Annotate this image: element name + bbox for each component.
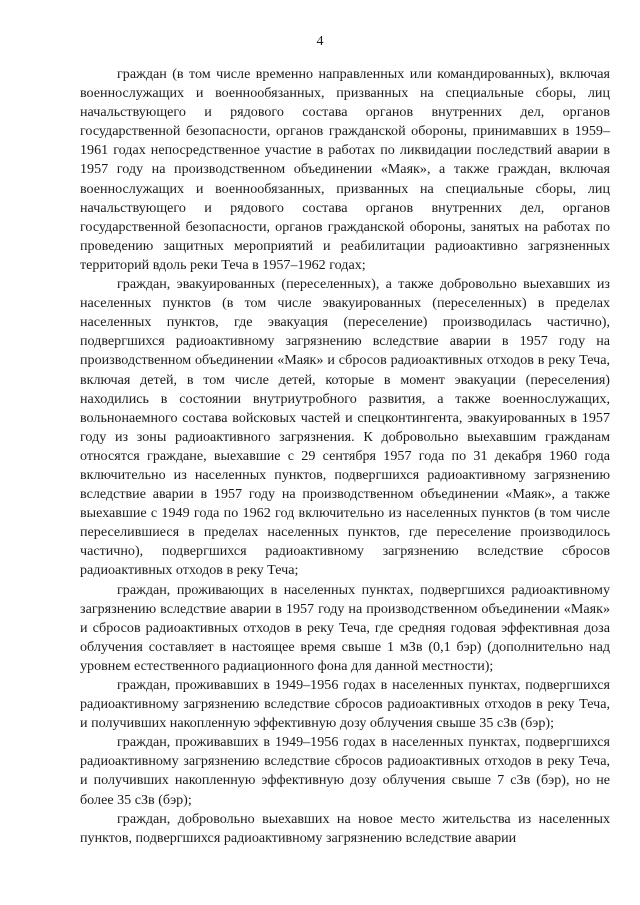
paragraph-evacuated: граждан, эвакуированных (переселенных), а также добровольно выехавших из населенных пунктов (в том числе эвакуированных (переселенных) в пределах населенных пунктов, где эвакуация (переселение) производилась частично), подвергшихся радиоактивному загрязнению вследствие аварии в 1957 году на производственном объединении «Маяк» и сбросов радиоактивных отходов в реку Теча, включая детей, в том числе детей, которые в момент эвакуации (переселения) находились в состоянии внутриутробного развития, а также военнослужащих, вольнонаемного состава войсковых частей и спецконтингента, эвакуированных в 1957 году из зоны радиоактивного загрязнения. К добровольно выехавшим гражданам относятся граждане, выехавшие с 29 сентября 1957 года по 31 декабря 1960 года включительно из населенных пунктов, подвергшихся радиоактивному загрязнению вследствие аварии в 1957 году на производственном объединении «Маяк», а также выехавшие с 1949 года по 1962 год включительно из населенных пунктов (в том числе переселившиеся в пределах населенных пунктов, где переселение производилось частично), подвергшихся радиоактивному загрязнению вследствие сбросов радиоактивных отходов в реку Теча; (80, 276, 610, 579)
paragraph-dose-over-35: граждан, проживавших в 1949–1956 годах в населенных пунктах, подвергшихся радиоактивному загрязнению вследствие сбросов радиоактивных отходов в реку Теча, и получивших накопленную эффективную дозу облучения свыше 35 сЗв (бэр); (80, 677, 610, 732)
paragraph-dose-7-to-35: граждан, проживавших в 1949–1956 годах в населенных пунктах, подвергшихся радиоактивному загрязнению вследствие сбросов радиоактивных отходов в реку Теча, и получивших накопленную эффективную дозу облучения свыше 7 сЗв (бэр), но не более 35 сЗв (бэр); (80, 734, 610, 808)
document-body (80, 65, 610, 848)
page-number: 4 (316, 34, 324, 49)
paragraph-liquidators: граждан (в том числе временно направленных или командированных), включая военнослужащих и военнообязанных, призванных на специальные сборы, лиц начальствующего и рядового состава органов внутренних дел, органов государственной безопасности, органов гражданской обороны, принимавших в 1959–1961 годах непосредственное участие в работах по ликвидации последствий аварии в 1957 году на производственном объединении «Маяк», а также граждан, включая военнослужащих и военнообязанных, призванных на специальные сборы, лиц начальствующего и рядового состава органов внутренних дел, органов государственной безопасности, органов гражданской обороны, занятых на работах по проведению защитных мероприятий и реабилитации радиоактивно загрязненных территорий вдоль реки Теча в 1957–1962 годах; (80, 66, 610, 273)
paragraph-voluntarily-moved: граждан, добровольно выехавших на новое место жительства из населенных пунктов, подвергшихся радиоактивному загрязнению вследствие аварии (80, 810, 610, 846)
paragraph-residents: граждан, проживающих в населенных пунктах, подвергшихся радиоактивному загрязнению вследствие аварии в 1957 году на производственном объединении «Маяк» и сбросов радиоактивных отходов в реку Теча, где средняя годовая эффективная доза облучения составляет в настоящее время свыше 1 мЗв (0,1 бэр) (дополнительно над уровнем естественного радиационного фона для данной местности); (80, 581, 610, 674)
